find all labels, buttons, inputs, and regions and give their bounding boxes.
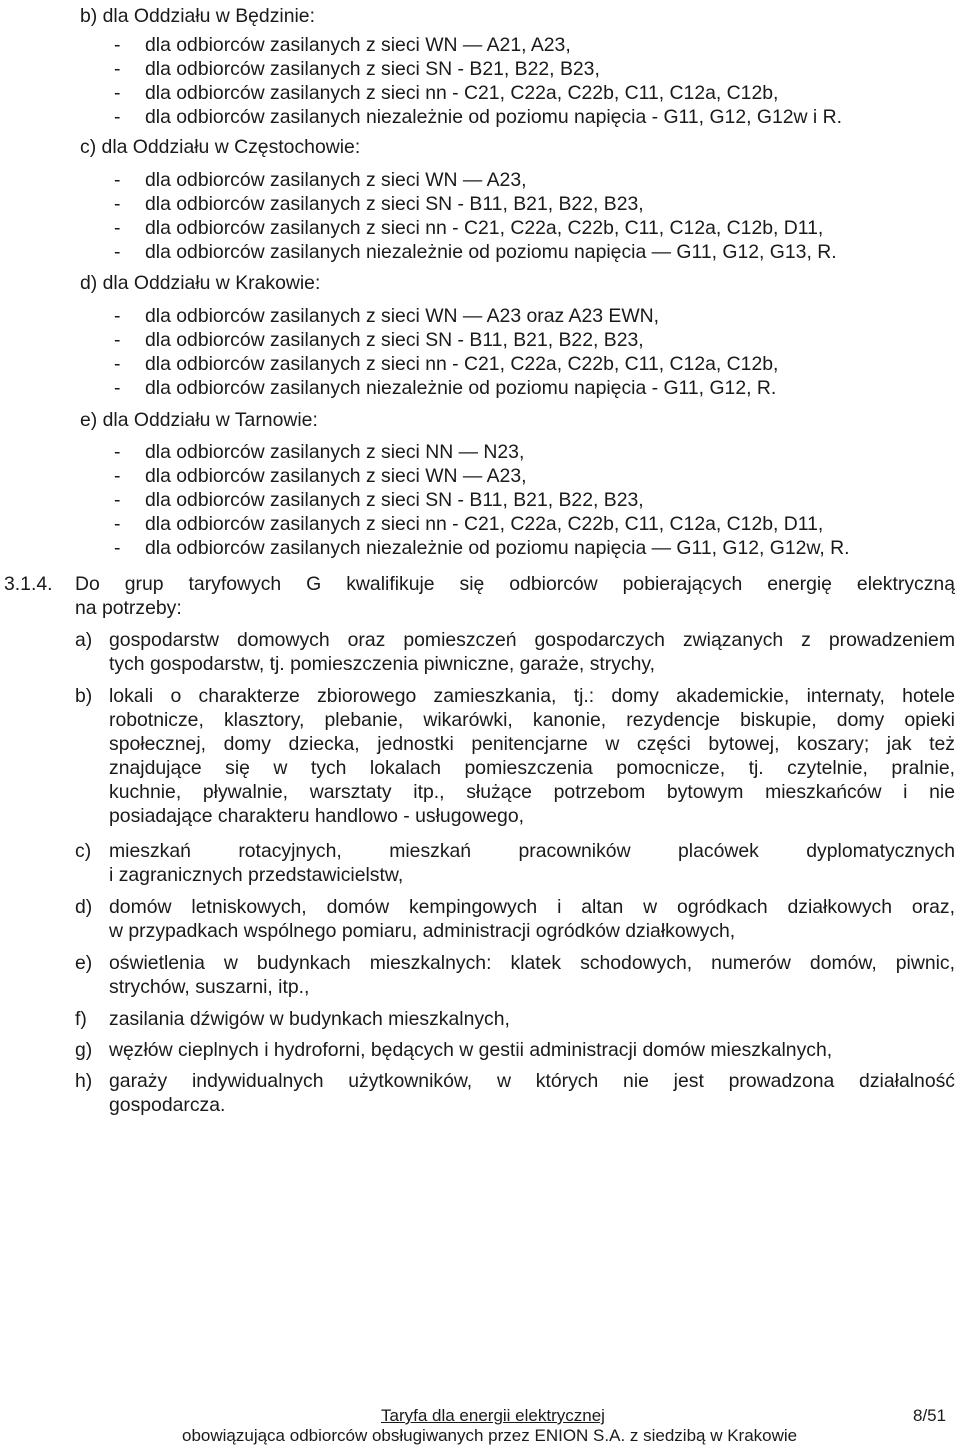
list-item: dla odbiorców zasilanych z sieci NN — N23, xyxy=(145,441,525,463)
list-item-line: znajdujące się w tych lokalach pomieszczenia pomocnicze, tj. czytelnie, pralnie, xyxy=(109,757,955,779)
list-bullet: - xyxy=(114,106,121,128)
list-item: dla odbiorców zasilanych z sieci SN - B11, B21, B22, B23, xyxy=(145,329,644,351)
list-item-line: posiadające charakteru handlowo - usługowego, xyxy=(109,805,525,827)
list-item: dla odbiorców zasilanych niezależnie od poziomu napięcia - G11, G12, R. xyxy=(145,377,777,399)
list-bullet: - xyxy=(114,34,121,56)
list-item-line: oświetlenia w budynkach mieszkalnych: klatek schodowych, numerów domów, piwnic, xyxy=(109,952,955,974)
list-item-line: mieszkań rotacyjnych, mieszkań pracowników placówek dyplomatycznych xyxy=(109,840,955,862)
footer-subtitle: obowiązująca odbiorców obsługiwanych przez ENION S.A. z siedzibą w Krakowie xyxy=(182,1426,798,1445)
section-b-heading: b) dla Oddziału w Będzinie: xyxy=(80,5,315,27)
list-item: dla odbiorców zasilanych z sieci nn - C21, C22a, C22b, C11, C12a, C12b, D11, xyxy=(145,217,824,239)
section-d-heading: d) dla Oddziału w Krakowie: xyxy=(80,272,321,294)
list-item: dla odbiorców zasilanych z sieci nn - C21, C22a, C22b, C11, C12a, C12b, D11, xyxy=(145,513,824,535)
list-item: dla odbiorców zasilanych z sieci WN — A23, xyxy=(145,465,527,487)
section-c-heading: c) dla Oddziału w Częstochowie: xyxy=(80,136,361,158)
list-bullet: - xyxy=(114,377,121,399)
list-item: dla odbiorców zasilanych z sieci SN - B21, B22, B23, xyxy=(145,58,600,80)
list-bullet: - xyxy=(114,82,121,104)
list-item: dla odbiorców zasilanych z sieci nn - C21, C22a, C22b, C11, C12a, C12b, xyxy=(145,353,779,375)
list-item-line: kuchnie, pływalnie, warsztaty itp., służące potrzebom bytowym mieszkańców i nie xyxy=(109,781,955,803)
list-bullet: - xyxy=(114,353,121,375)
section-e-heading: e) dla Oddziału w Tarnowie: xyxy=(80,409,318,431)
list-bullet: - xyxy=(114,489,121,511)
list-item: dla odbiorców zasilanych z sieci WN — A23 oraz A23 EWN, xyxy=(145,305,660,327)
list-bullet: - xyxy=(114,217,121,239)
list-letter: f) xyxy=(75,1008,87,1030)
list-item-line: węzłów cieplnych i hydroforni, będących w gestii administracji domów mieszkalnych, xyxy=(109,1039,833,1061)
list-bullet: - xyxy=(114,58,121,80)
section-intro-line: na potrzeby: xyxy=(75,597,182,619)
page-number: 8/51 xyxy=(913,1406,947,1425)
list-letter: g) xyxy=(75,1039,93,1061)
list-item: dla odbiorców zasilanych z sieci WN — A21, A23, xyxy=(145,34,571,56)
list-letter: h) xyxy=(75,1070,93,1092)
list-letter: a) xyxy=(75,629,93,651)
list-item: dla odbiorców zasilanych z sieci nn - C21, C22a, C22b, C11, C12a, C12b, xyxy=(145,82,779,104)
list-letter: d) xyxy=(75,896,93,918)
list-bullet: - xyxy=(114,441,121,463)
list-bullet: - xyxy=(114,193,121,215)
list-item-line: i zagranicznych przedstawicielstw, xyxy=(109,864,404,886)
list-bullet: - xyxy=(114,329,121,351)
section-intro-line: Do grup taryfowych G kwalifikuje się odbiorców pobierających energię elektryczną xyxy=(75,573,955,595)
list-item: dla odbiorców zasilanych z sieci WN — A23, xyxy=(145,169,527,191)
list-bullet: - xyxy=(114,513,121,535)
list-letter: b) xyxy=(75,685,93,707)
list-item-line: gospodarcza. xyxy=(109,1094,226,1116)
list-item-line: garaży indywidualnych użytkowników, w których nie jest prowadzona działalność xyxy=(109,1070,955,1092)
list-item-line: w przypadkach wspólnego pomiaru, administracji ogródków działkowych, xyxy=(109,920,736,942)
list-item-line: robotnicze, klasztory, plebanie, wikarówki, kanonie, rezydencje biskupie, domy opieki xyxy=(109,709,955,731)
list-item: dla odbiorców zasilanych niezależnie od poziomu napięcia — G11, G12, G12w, R. xyxy=(145,537,850,559)
section-number: 3.1.4. xyxy=(4,573,53,595)
list-item-line: domów letniskowych, domów kempingowych i altan w ogródkach działkowych oraz, xyxy=(109,896,955,918)
list-item-line: tych gospodarstw, tj. pomieszczenia piwniczne, garaże, strychy, xyxy=(109,653,656,675)
list-bullet: - xyxy=(114,537,121,559)
list-letter: c) xyxy=(75,840,92,862)
list-item-line: zasilania dźwigów w budynkach mieszkalnych, xyxy=(109,1008,510,1030)
list-bullet: - xyxy=(114,305,121,327)
list-bullet: - xyxy=(114,169,121,191)
list-bullet: - xyxy=(114,241,121,263)
list-item: dla odbiorców zasilanych niezależnie od poziomu napięcia - G11, G12, G12w i R. xyxy=(145,106,843,128)
list-item: dla odbiorców zasilanych niezależnie od poziomu napięcia — G11, G12, G13, R. xyxy=(145,241,837,263)
list-item: dla odbiorców zasilanych z sieci SN - B11, B21, B22, B23, xyxy=(145,193,644,215)
footer-title: Taryfa dla energii elektrycznej xyxy=(381,1406,605,1425)
list-item: dla odbiorców zasilanych z sieci SN - B11, B21, B22, B23, xyxy=(145,489,644,511)
list-item-line: społecznej, domy dziecka, jednostki penitencjarne w części bytowej, koszary; jak też xyxy=(109,733,955,755)
list-letter: e) xyxy=(75,952,93,974)
list-item-line: strychów, suszarni, itp., xyxy=(109,976,310,998)
list-item-line: gospodarstw domowych oraz pomieszczeń gospodarczych związanych z prowadzeniem xyxy=(109,629,955,651)
list-bullet: - xyxy=(114,465,121,487)
list-item-line: lokali o charakterze zbiorowego zamieszkania, tj.: domy akademickie, internaty, hotele xyxy=(109,685,955,707)
